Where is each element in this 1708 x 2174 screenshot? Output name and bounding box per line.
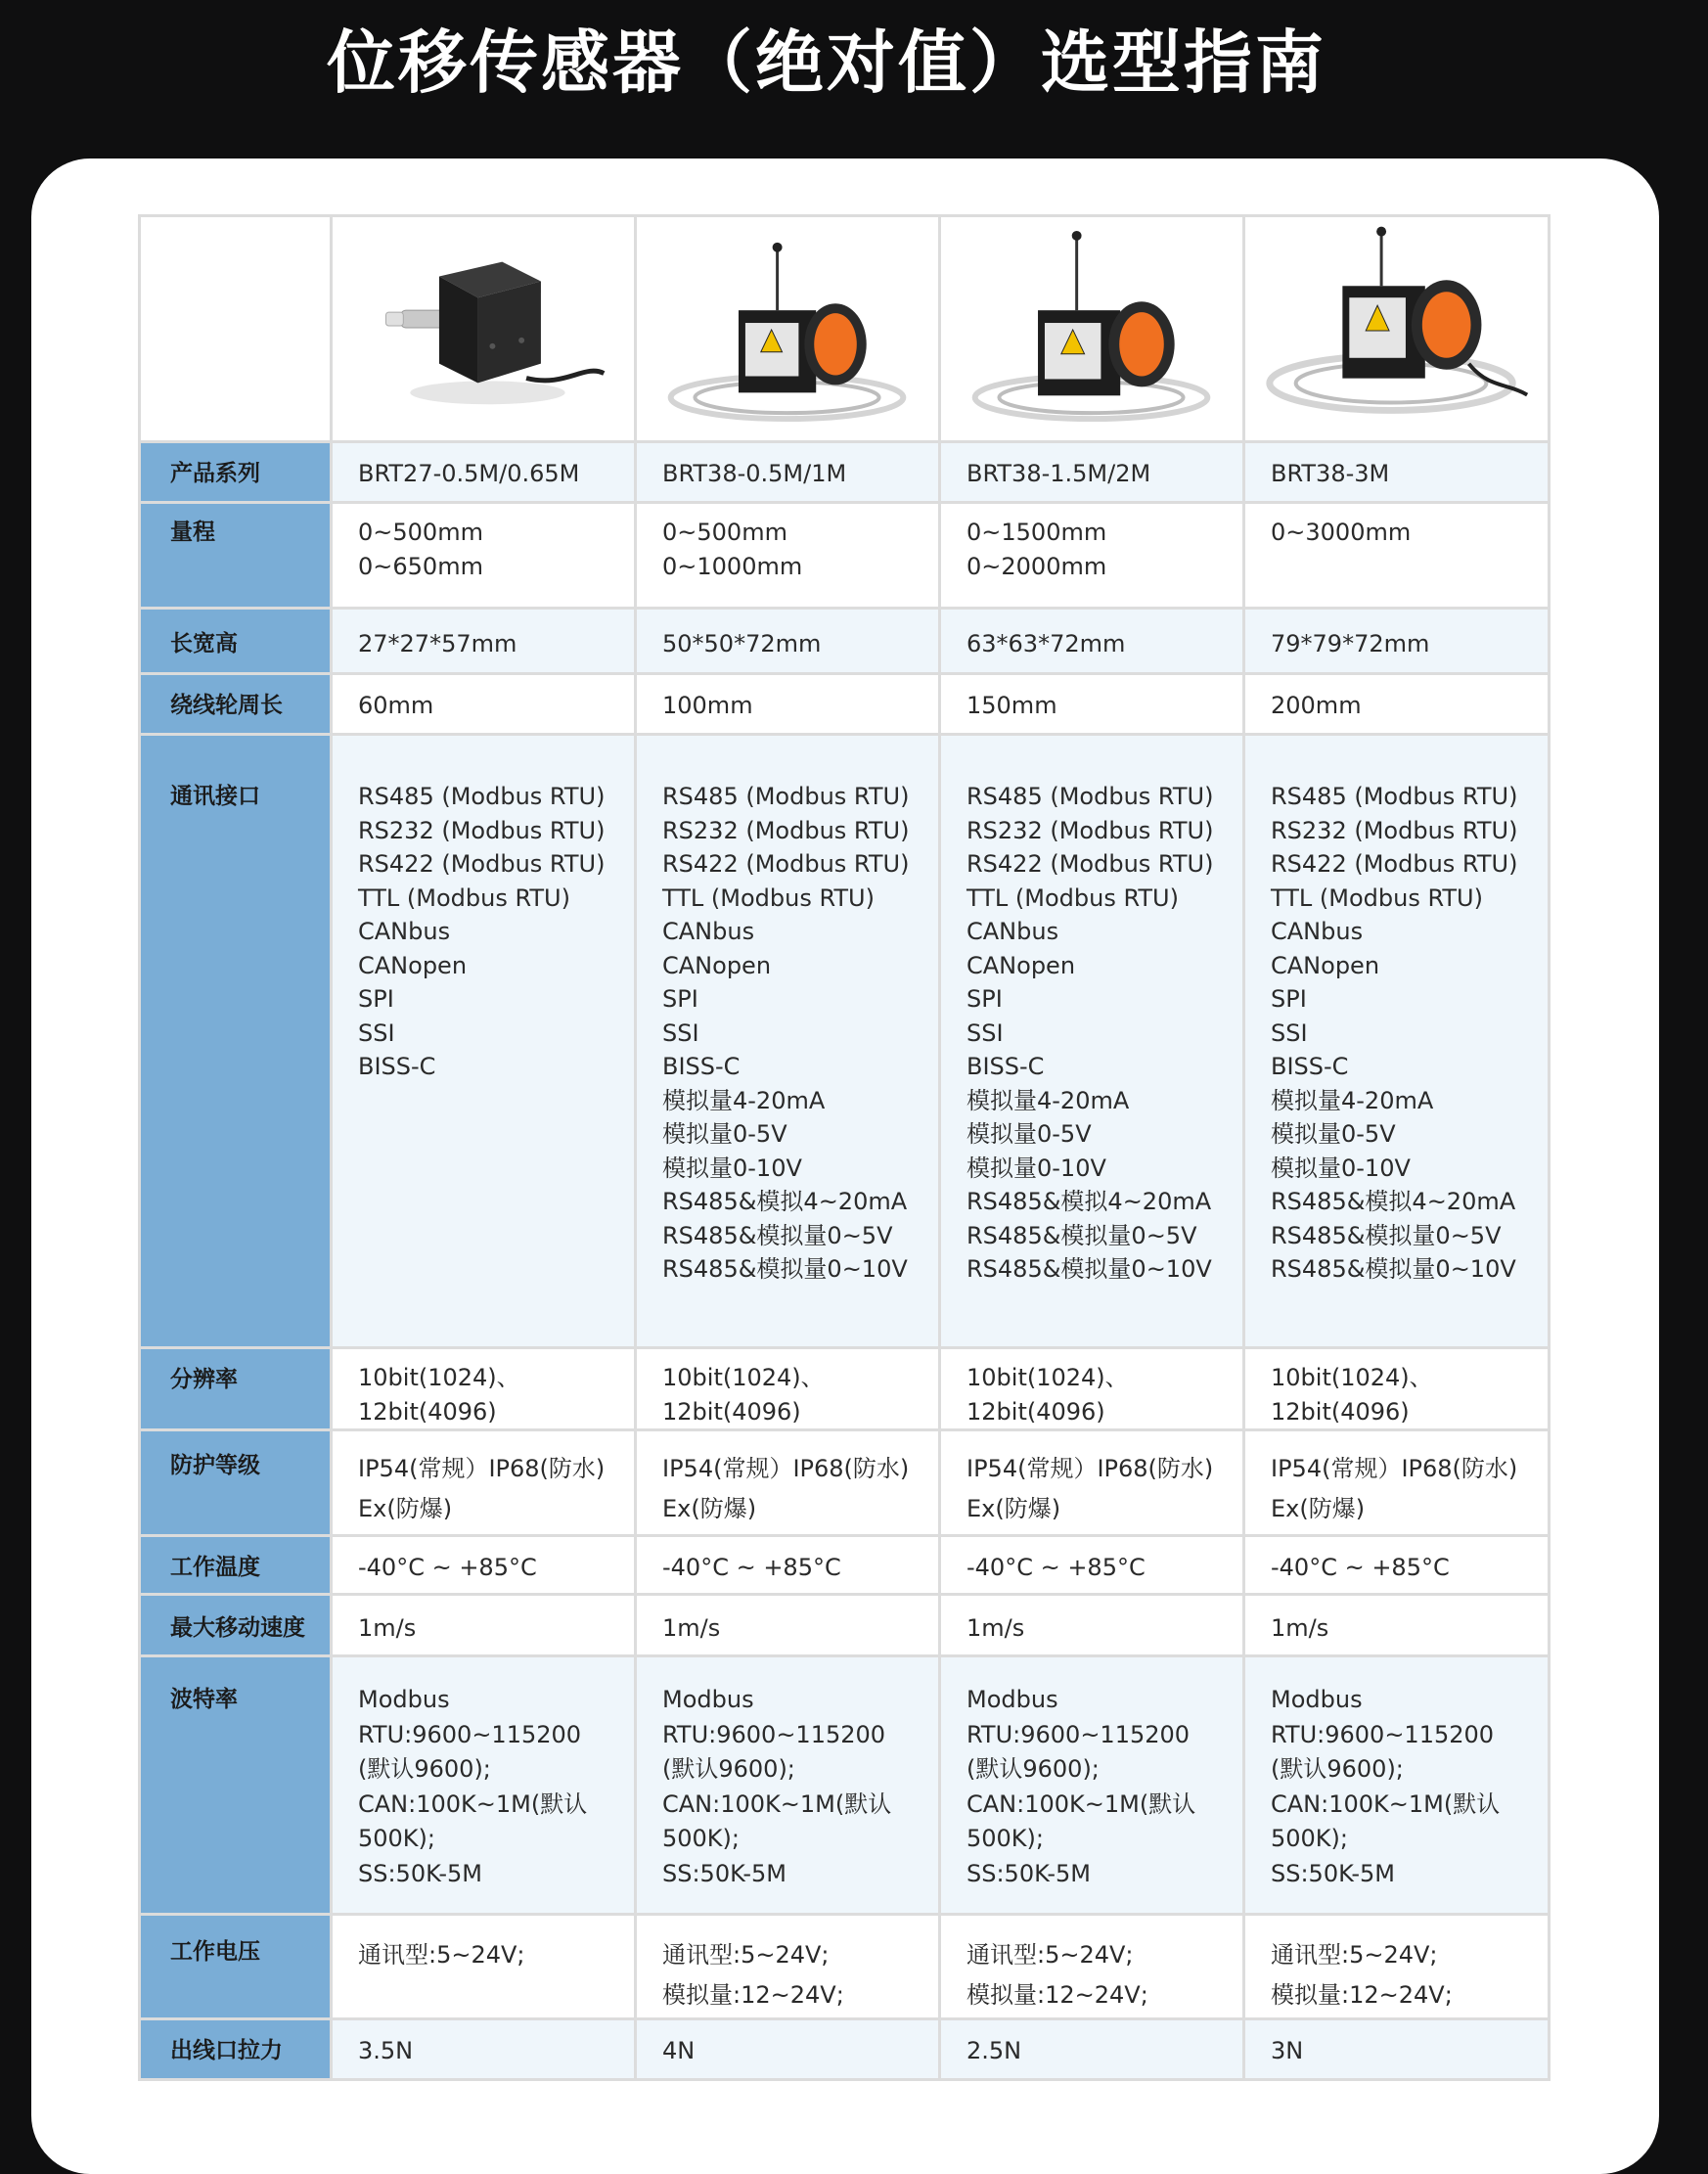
row-label-baud-rate: 波特率 xyxy=(140,1656,332,1915)
spec-cell-resolution-1 xyxy=(332,1348,636,1430)
product-photo-brt38-3 xyxy=(1245,217,1548,434)
spec-value-line: CANbus xyxy=(358,918,451,945)
spec-value-line: RS232 (Modbus RTU) xyxy=(662,816,910,844)
spec-value-line: RS422 (Modbus RTU) xyxy=(358,850,606,878)
spec-value-line: 通讯型:5~24V; xyxy=(1271,1941,1438,1969)
spec-value-line: SS:50K-5M xyxy=(358,1859,482,1887)
product-image-cell-4 xyxy=(1244,216,1550,442)
spec-cell-resolution-3 xyxy=(940,1348,1244,1430)
spec-value-line: RS232 (Modbus RTU) xyxy=(358,816,606,844)
spec-value-line: SS:50K-5M xyxy=(662,1859,787,1887)
spec-value-line: -40°C ~ +85°C xyxy=(358,1554,537,1581)
spec-value-line: RS485&模拟量0~10V xyxy=(1271,1255,1516,1283)
spec-value-line: 150mm xyxy=(966,692,1057,719)
product-photo-brt38-2 xyxy=(941,217,1242,434)
spec-value-line: 模拟量0-10V xyxy=(966,1154,1106,1182)
spec-value-line: -40°C ~ +85°C xyxy=(1271,1554,1450,1581)
spec-cell-max-speed-3 xyxy=(940,1595,1244,1656)
spec-value-line: CAN:100K~1M(默认 xyxy=(1271,1789,1501,1818)
row-label-protection: 防护等级 xyxy=(140,1430,332,1536)
spec-value-line: IP54(常规）IP68(防水) xyxy=(966,1455,1214,1482)
spec-value-line: Modbus xyxy=(1271,1686,1363,1713)
spec-value-line: 500K); xyxy=(662,1825,740,1852)
spec-value-line: SSI xyxy=(358,1019,395,1047)
spec-row-pull-force xyxy=(140,2019,1550,2080)
product-photo-brt38-1 xyxy=(637,217,938,434)
spec-value-line: 模拟量0-10V xyxy=(1271,1154,1411,1182)
spec-value-line: RS232 (Modbus RTU) xyxy=(1271,816,1518,844)
spec-value-line: 1m/s xyxy=(1271,1614,1329,1642)
spec-cell-voltage-3 xyxy=(940,1915,1244,2019)
spec-value-line: RS485&模拟4~20mA xyxy=(662,1188,908,1215)
spec-value-line: 3N xyxy=(1271,2037,1304,2064)
spec-value-line: 10bit(1024)、12bit(4096) xyxy=(966,1364,1129,1426)
row-label-max-speed: 最大移动速度 xyxy=(140,1595,332,1656)
spec-value-line: TTL (Modbus RTU) xyxy=(358,883,570,912)
spec-value-line: (默认9600); xyxy=(662,1755,795,1783)
spec-row-dimensions xyxy=(140,609,1550,674)
spec-value-line: CAN:100K~1M(默认 xyxy=(966,1789,1196,1818)
spec-value-line: 2.5N xyxy=(966,2037,1022,2064)
spec-value-line: SSI xyxy=(1271,1019,1308,1047)
spec-value-line: 60mm xyxy=(358,692,434,719)
spec-cell-pull-force-1 xyxy=(332,2019,636,2080)
spec-value-line: 模拟量:12~24V; xyxy=(662,1981,844,2009)
row-label-voltage: 工作电压 xyxy=(140,1915,332,2019)
spec-value-line: 模拟量:12~24V; xyxy=(966,1981,1148,2009)
row-label-range: 量程 xyxy=(140,503,332,609)
spec-value-line: 200mm xyxy=(1271,692,1362,719)
product-image-row xyxy=(140,216,1550,442)
header-corner-cell xyxy=(140,216,332,442)
row-label-temperature: 工作温度 xyxy=(140,1536,332,1595)
spec-value-line: 模拟量4-20mA xyxy=(966,1086,1130,1114)
spec-value-line: BRT38-3M xyxy=(1271,460,1390,487)
spec-cell-temperature-4 xyxy=(1244,1536,1550,1595)
spec-value-line: 0~3000mm xyxy=(1271,519,1412,546)
spec-value-line: RS485 (Modbus RTU) xyxy=(1271,783,1518,810)
spec-value-line: 500K); xyxy=(966,1825,1044,1852)
spec-cell-max-speed-2 xyxy=(636,1595,940,1656)
spec-cell-temperature-1 xyxy=(332,1536,636,1595)
spec-cell-baud-rate-4 xyxy=(1244,1656,1550,1915)
spec-value-line: 0~1500mm xyxy=(966,519,1107,546)
spec-cell-resolution-2 xyxy=(636,1348,940,1430)
spec-cell-dimensions-4 xyxy=(1244,609,1550,674)
spec-value-line: -40°C ~ +85°C xyxy=(966,1554,1146,1581)
spec-value-line: IP54(常规）IP68(防水) xyxy=(1271,1455,1518,1482)
spec-cell-wheel-circumference-4 xyxy=(1244,674,1550,735)
spec-value-line: TTL (Modbus RTU) xyxy=(662,883,875,912)
spec-value-line: RS485 (Modbus RTU) xyxy=(358,783,606,810)
spec-value-line: 0~2000mm xyxy=(966,552,1107,580)
spec-row-voltage xyxy=(140,1915,1550,2019)
row-label-product-series: 产品系列 xyxy=(140,442,332,503)
spec-value-line: 0~500mm xyxy=(662,519,787,546)
spec-cell-product-series-3 xyxy=(940,442,1244,503)
spec-value-line: BISS-C xyxy=(358,1053,436,1080)
spec-value-line: CANopen xyxy=(662,951,772,979)
spec-value-line: RTU:9600~115200 xyxy=(662,1720,886,1748)
spec-cell-range-2 xyxy=(636,503,940,609)
row-label-dimensions: 长宽高 xyxy=(140,609,332,674)
spec-value-line: BISS-C xyxy=(1271,1053,1349,1080)
spec-value-line: -40°C ~ +85°C xyxy=(662,1554,841,1581)
spec-row-max-speed xyxy=(140,1595,1550,1656)
spec-value-line: Ex(防爆) xyxy=(358,1495,453,1522)
spec-value-line: 模拟量4-20mA xyxy=(1271,1086,1434,1114)
spec-value-line: 100mm xyxy=(662,692,753,719)
spec-value-line: 10bit(1024)、12bit(4096) xyxy=(358,1364,520,1426)
spec-row-baud-rate xyxy=(140,1656,1550,1915)
spec-cell-interface-1 xyxy=(332,735,636,1348)
product-photo-brt27 xyxy=(333,217,634,434)
spec-value-line: RS422 (Modbus RTU) xyxy=(966,850,1214,878)
spec-cell-product-series-4 xyxy=(1244,442,1550,503)
spec-value-line: 模拟量4-20mA xyxy=(662,1086,826,1114)
spec-cell-wheel-circumference-1 xyxy=(332,674,636,735)
spec-value-line: 通讯型:5~24V; xyxy=(966,1941,1134,1969)
spec-value-line: RS422 (Modbus RTU) xyxy=(1271,850,1518,878)
spec-value-line: Modbus xyxy=(966,1686,1058,1713)
page-title: 位移传感器（绝对值）选型指南 xyxy=(327,23,1326,103)
spec-cell-voltage-2 xyxy=(636,1915,940,2019)
spec-cell-resolution-4 xyxy=(1244,1348,1550,1430)
spec-cell-dimensions-3 xyxy=(940,609,1244,674)
spec-value-line: 模拟量:12~24V; xyxy=(1271,1981,1453,2009)
product-image-cell-1 xyxy=(332,216,636,442)
spec-value-line: RS485&模拟量0~10V xyxy=(662,1255,908,1283)
spec-cell-baud-rate-3 xyxy=(940,1656,1244,1915)
spec-value-line: 模拟量0-5V xyxy=(1271,1120,1396,1148)
spec-value-line: CAN:100K~1M(默认 xyxy=(662,1789,892,1818)
spec-value-line: SPI xyxy=(966,985,1003,1013)
spec-cell-baud-rate-1 xyxy=(332,1656,636,1915)
spec-value-line: IP54(常规）IP68(防水) xyxy=(358,1455,606,1482)
spec-value-line: BRT38-0.5M/1M xyxy=(662,460,847,487)
spec-value-line: 1m/s xyxy=(358,1614,417,1642)
spec-value-line: RS485 (Modbus RTU) xyxy=(662,783,910,810)
spec-value-line: 1m/s xyxy=(662,1614,721,1642)
spec-cell-interface-3 xyxy=(940,735,1244,1348)
spec-value-line: SSI xyxy=(662,1019,699,1047)
spec-value-line: 0~650mm xyxy=(358,552,483,580)
spec-value-line: 10bit(1024)、12bit(4096) xyxy=(1271,1364,1433,1426)
spec-cell-interface-4 xyxy=(1244,735,1550,1348)
spec-value-line: RTU:9600~115200 xyxy=(966,1720,1191,1748)
spec-value-line: (默认9600); xyxy=(966,1755,1100,1783)
spec-cell-wheel-circumference-2 xyxy=(636,674,940,735)
spec-value-line: (默认9600); xyxy=(1271,1755,1404,1783)
spec-value-line: BISS-C xyxy=(662,1053,741,1080)
spec-cell-range-1 xyxy=(332,503,636,609)
spec-value-line: 79*79*72mm xyxy=(1271,630,1430,657)
spec-cell-product-series-1 xyxy=(332,442,636,503)
spec-value-line: RS422 (Modbus RTU) xyxy=(662,850,910,878)
row-label-pull-force: 出线口拉力 xyxy=(140,2019,332,2080)
spec-row-protection xyxy=(140,1430,1550,1536)
spec-value-line: CANopen xyxy=(1271,951,1380,979)
spec-cell-interface-2 xyxy=(636,735,940,1348)
spec-value-line: 模拟量0-10V xyxy=(662,1154,802,1182)
spec-cell-max-speed-4 xyxy=(1244,1595,1550,1656)
spec-cell-product-series-2 xyxy=(636,442,940,503)
spec-value-line: 50*50*72mm xyxy=(662,630,822,657)
spec-value-line: Modbus xyxy=(358,1686,450,1713)
spec-value-line: RS485&模拟量0~5V xyxy=(966,1221,1197,1249)
spec-value-line: RS485&模拟量0~5V xyxy=(662,1221,893,1249)
product-image-cell-2 xyxy=(636,216,940,442)
spec-value-line: CANbus xyxy=(966,918,1059,945)
spec-value-line: RS485&模拟4~20mA xyxy=(1271,1188,1516,1215)
spec-value-line: SSI xyxy=(966,1019,1004,1047)
spec-value-line: 通讯型:5~24V; xyxy=(662,1941,830,1969)
spec-value-line: 模拟量0-5V xyxy=(966,1120,1092,1148)
spec-value-line: 4N xyxy=(662,2037,696,2064)
spec-value-line: SS:50K-5M xyxy=(966,1859,1091,1887)
row-label-interface: 通讯接口 xyxy=(140,735,332,1348)
spec-value-line: SS:50K-5M xyxy=(1271,1859,1395,1887)
spec-row-resolution xyxy=(140,1348,1550,1430)
spec-value-line: Ex(防爆) xyxy=(1271,1495,1366,1522)
spec-value-line: 模拟量0-5V xyxy=(662,1120,787,1148)
spec-row-interface xyxy=(140,735,1550,1348)
spec-row-range xyxy=(140,503,1550,609)
product-image-cell-3 xyxy=(940,216,1244,442)
spec-value-line: 10bit(1024)、12bit(4096) xyxy=(662,1364,825,1426)
spec-cell-wheel-circumference-3 xyxy=(940,674,1244,735)
spec-value-line: CANbus xyxy=(662,918,755,945)
spec-value-line: CANopen xyxy=(358,951,468,979)
row-label-wheel-circumference: 绕线轮周长 xyxy=(140,674,332,735)
spec-value-line: RTU:9600~115200 xyxy=(358,1720,582,1748)
spec-value-line: CAN:100K~1M(默认 xyxy=(358,1789,588,1818)
spec-cell-protection-4 xyxy=(1244,1430,1550,1536)
spec-value-line: RS485&模拟量0~10V xyxy=(966,1255,1212,1283)
spec-value-line: 27*27*57mm xyxy=(358,630,517,657)
spec-value-line: Ex(防爆) xyxy=(966,1495,1061,1522)
spec-cell-protection-1 xyxy=(332,1430,636,1536)
spec-value-line: BISS-C xyxy=(966,1053,1045,1080)
spec-cell-dimensions-1 xyxy=(332,609,636,674)
spec-value-line: RS485&模拟量0~5V xyxy=(1271,1221,1502,1249)
spec-value-line: CANopen xyxy=(966,951,1076,979)
spec-cell-protection-2 xyxy=(636,1430,940,1536)
spec-cell-pull-force-3 xyxy=(940,2019,1244,2080)
spec-value-line: (默认9600); xyxy=(358,1755,491,1783)
spec-table xyxy=(138,214,1551,2081)
spec-row-temperature xyxy=(140,1536,1550,1595)
spec-value-line: Modbus xyxy=(662,1686,754,1713)
spec-value-line: 63*63*72mm xyxy=(966,630,1126,657)
spec-cell-temperature-2 xyxy=(636,1536,940,1595)
spec-row-wheel-circumference xyxy=(140,674,1550,735)
spec-value-line: BRT38-1.5M/2M xyxy=(966,460,1151,487)
spec-value-line: SPI xyxy=(1271,985,1307,1013)
spec-value-line: Ex(防爆) xyxy=(662,1495,757,1522)
spec-cell-voltage-4 xyxy=(1244,1915,1550,2019)
spec-value-line: 3.5N xyxy=(358,2037,414,2064)
spec-cell-pull-force-2 xyxy=(636,2019,940,2080)
spec-row-product-series xyxy=(140,442,1550,503)
spec-cell-max-speed-1 xyxy=(332,1595,636,1656)
spec-cell-range-3 xyxy=(940,503,1244,609)
spec-cell-pull-force-4 xyxy=(1244,2019,1550,2080)
spec-value-line: RS485 (Modbus RTU) xyxy=(966,783,1214,810)
spec-cell-range-4 xyxy=(1244,503,1550,609)
row-label-resolution: 分辨率 xyxy=(140,1348,332,1430)
spec-value-line: 0~500mm xyxy=(358,519,483,546)
spec-value-line: RS232 (Modbus RTU) xyxy=(966,816,1214,844)
spec-value-line: RS485&模拟4~20mA xyxy=(966,1188,1212,1215)
spec-value-line: 500K); xyxy=(1271,1825,1348,1852)
spec-value-line: BRT27-0.5M/0.65M xyxy=(358,460,580,487)
spec-value-line: RTU:9600~115200 xyxy=(1271,1720,1495,1748)
spec-value-line: IP54(常规）IP68(防水) xyxy=(662,1455,910,1482)
spec-value-line: 1m/s xyxy=(966,1614,1025,1642)
spec-value-line: CANbus xyxy=(1271,918,1364,945)
spec-value-line: 通讯型:5~24V; xyxy=(358,1941,525,1969)
spec-value-line: 500K); xyxy=(358,1825,435,1852)
spec-cell-temperature-3 xyxy=(940,1536,1244,1595)
spec-cell-voltage-1 xyxy=(332,1915,636,2019)
spec-value-line: 0~1000mm xyxy=(662,552,803,580)
spec-value-line: SPI xyxy=(358,985,394,1013)
spec-cell-protection-3 xyxy=(940,1430,1244,1536)
spec-cell-dimensions-2 xyxy=(636,609,940,674)
spec-value-line: TTL (Modbus RTU) xyxy=(1271,883,1483,912)
spec-cell-baud-rate-2 xyxy=(636,1656,940,1915)
spec-value-line: TTL (Modbus RTU) xyxy=(966,883,1179,912)
spec-value-line: SPI xyxy=(662,985,698,1013)
